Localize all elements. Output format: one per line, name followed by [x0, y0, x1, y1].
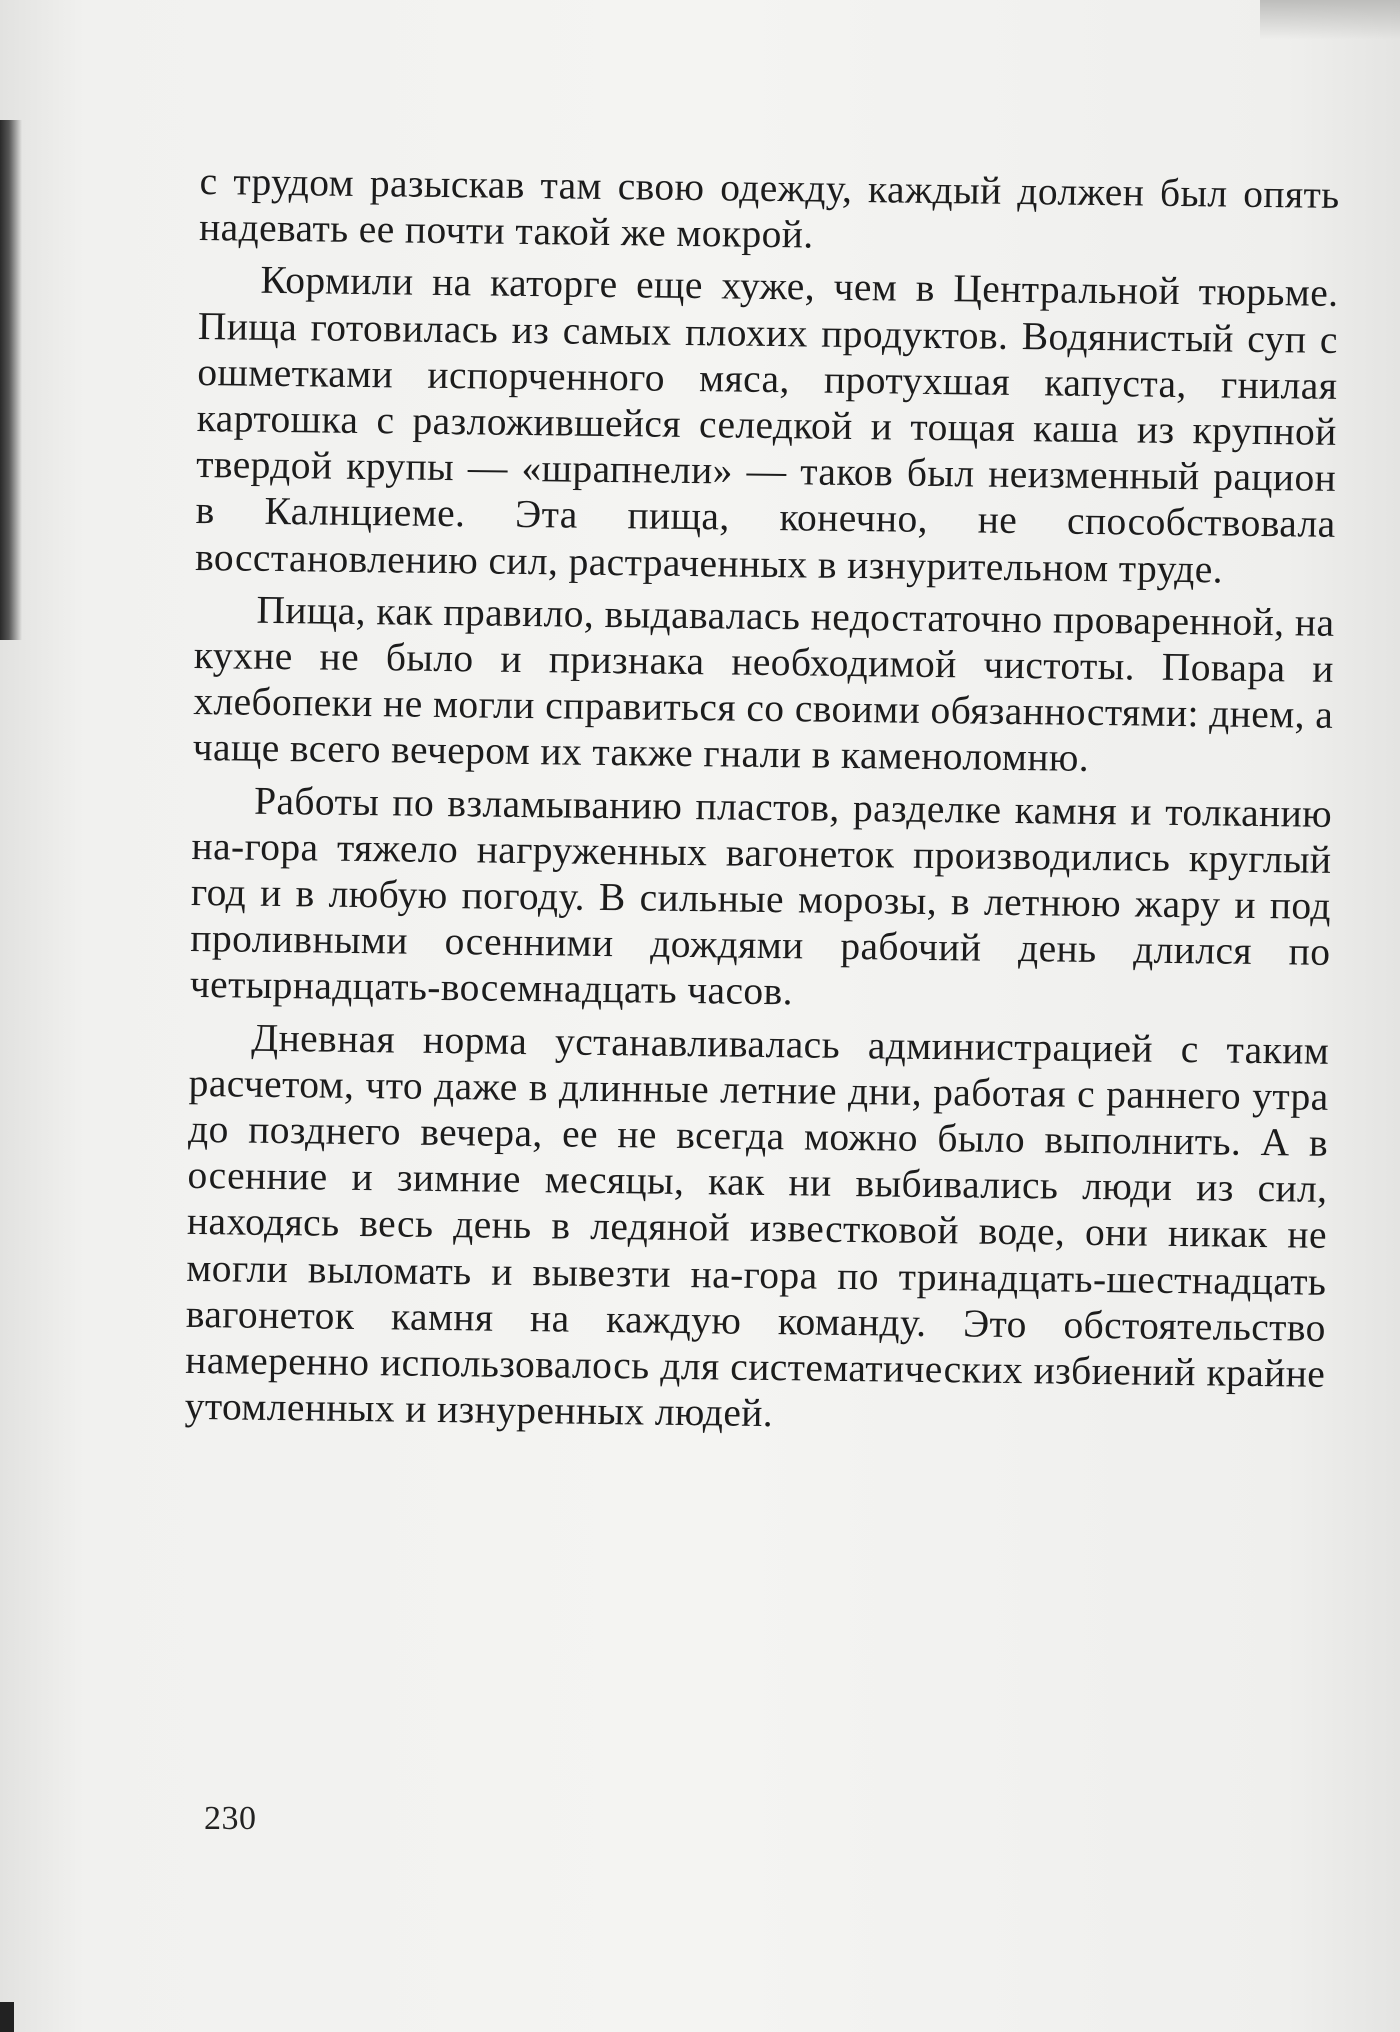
- paragraph-4: Работы по взламыванию пластов, разделке камня и толканию на-гора тяжело нагруженных вагонеток производились круглый год и в любую погоду. В сильные морозы, в летнюю жару и под проливными осенними дождями рабочий день длился по четырнадцать-восемнадцать часов.: [189, 778, 1333, 1014]
- scan-edge-mark: [0, 2002, 14, 2032]
- page-number: 230: [204, 1800, 257, 1837]
- page-edge-shadow: [1260, 0, 1400, 40]
- binding-shadow: [0, 120, 22, 640]
- book-page-text: [184, 158, 1340, 1449]
- paragraph-2: Кормили на каторге еще хуже, чем в Центральной тюрьме. Пища готовилась из самых плохих продуктов. Водянистый суп с ошметками испорченного мяса, протухшая капуста, гнилая картошка с разложившейся селедкой и тощая каша из крупной твердой крупы — «шрапнели» — таков был неизменный рацион в Калнциеме. Эта пища, конечно, не способствовала восстановлению сил, растраченных в изнурительном труде.: [194, 258, 1339, 592]
- paragraph-3: Пища, как правило, выдавалась недостаточно проваренной, на кухне не было и признака необходимой чистоты. Повара и хлебопеки не могли справиться со своими обязанностями: днем, а чаще всего вечером их также гнали в каменоломню.: [192, 587, 1335, 781]
- paragraph-1: с трудом разыскав там свою одежду, каждый должен был опять надевать ее почти такой же мокрой.: [198, 158, 1340, 257]
- paragraph-5: Дневная норма устанавливалась администрацией с таким расчетом, что даже в длинные летние дни, работая с раннего утра до позднего вечера, ее не всегда можно было выполнить. А в осенние и зимние месяцы, как ни выбивались люди из сил, находясь весь день в ледяной известковой воде, они никак не могли выломать и вывезти на-гора по тринадцать-шестнадцать вагонеток камня на каждую команду. Это обстоятельство намеренно использовалось для систематических избиений крайне утомленных и изнуренных людей.: [184, 1015, 1330, 1436]
